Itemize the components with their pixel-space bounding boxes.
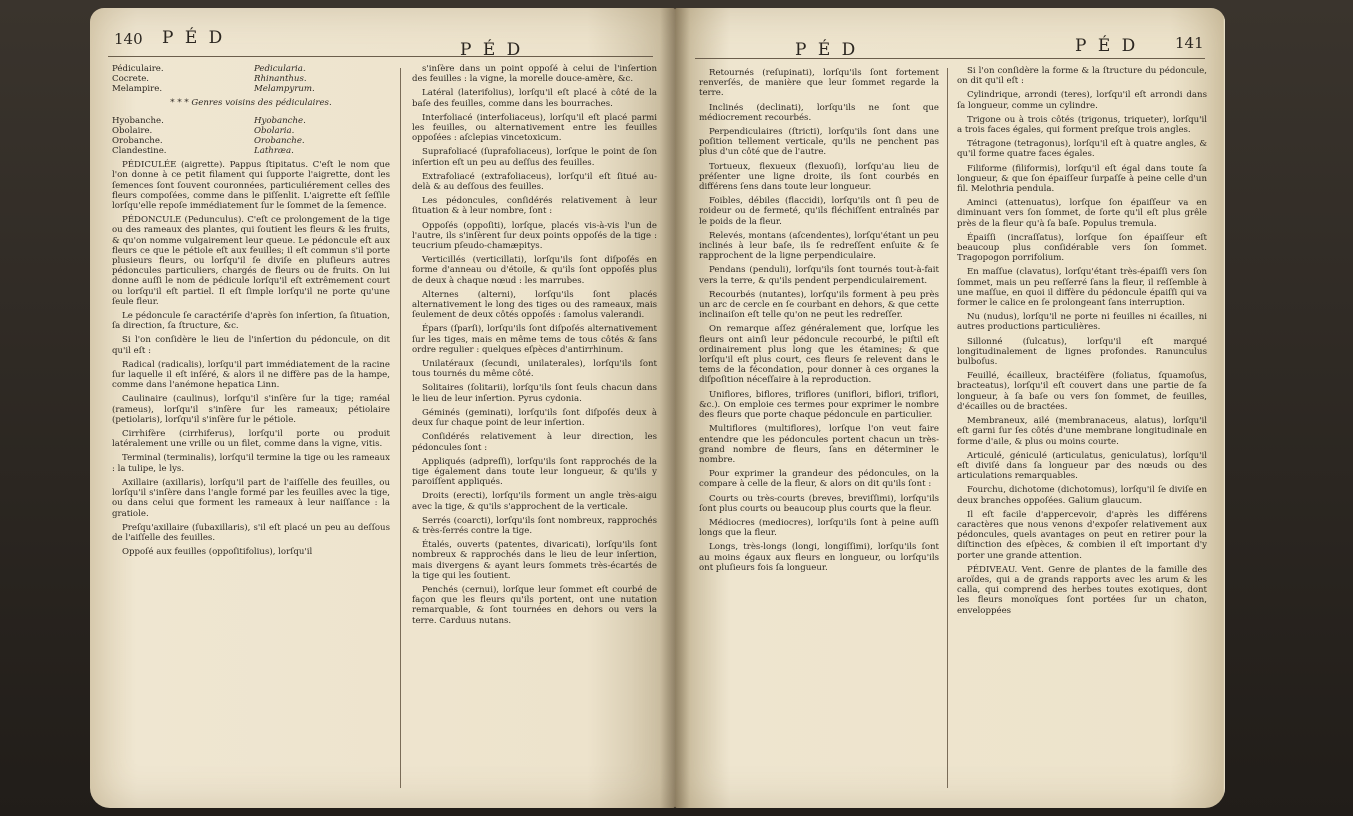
dictionary-paragraph: Tétragone (tetragonus), lorſqu'il eſt à quatre angles, & qu'il forme quatre faces égales. <box>957 139 1207 160</box>
book-spread <box>90 8 1225 808</box>
genus-french-name: Pédiculaire. <box>112 64 164 74</box>
dictionary-paragraph: PÉDICULÉE (aigrette). Pappus ſtipitatus. C'eſt le nom que l'on donne à ce petit filament qui ſupporte l'aigrette, dont les ſemences ſont ſouvent couronnées, particuliérement celles des fleurs compoſées, comme dans le piſſenlit. L'aigrette eſt ſeſſile lorſqu'elle repoſe immédiatement ſur le ſommet de la ſemence. <box>112 160 390 212</box>
right-column-1 <box>699 68 939 577</box>
dictionary-paragraph: Feuillé, écailleux, bractéifère (foliatus, ſquamoſus, bracteatus), lorſqu'il eſt couvert dans une partie de ſa longueur, à ſa baſe ou vers ſon ſommet, de feuilles, d'écailles ou de bractées. <box>957 371 1207 412</box>
dictionary-paragraph: Droits (erecti), lorſqu'ils forment un angle très-aigu avec la tige, & qu'ils s'approchent de la verticale. <box>412 491 657 512</box>
genres-voisins-heading: * * * Genres voisins des pédiculaires. <box>170 98 332 108</box>
genus-latin-name: Rhinanthus. <box>254 74 307 84</box>
genus-french-name: Clandestine. <box>112 146 167 157</box>
right-running-head-2: P É D <box>1075 36 1139 56</box>
left-running-head-1: P É D <box>162 28 226 48</box>
dictionary-paragraph: PÉDONCULE (Pedunculus). C'eſt ce prolongement de la tige ou des rameaux des plantes, qui ſoutient les fleurs & les fruits, & qu'on nomme vulgairement leur queue. Le pédoncule eſt aux fleurs ce que le pétiole eſt aux feuilles; il eſt commun s'il porte plusieurs fleurs, ou lorſqu'il ſe diviſe en pluſieurs autres pédoncules particuliers, chargés de fleurs ou de fruits. On lui donne auſſi le nom de pédicule lorſqu'il eſt extrêmement court ou lorſqu'il eſt partiel. Il eſt ſimple lorſqu'il ne porte qu'une ſeule fleur. <box>112 215 390 307</box>
dictionary-paragraph: Relevés, montans (aſcendentes), lorſqu'étant un peu inclinés à leur baſe, ils ſe redreſſent enſuite & ſe rapprochent de la ligne perpendiculaire. <box>699 230 939 262</box>
dictionary-paragraph: Terminal (terminalis), lorſqu'il termine la tige ou les rameaux : la tulipe, le lys. <box>112 453 390 474</box>
right-header-rule <box>695 58 1205 59</box>
dictionary-paragraph: On remarque aſſez généralement que, lorſque les fleurs ont ainſi leur pédoncule recourbé, le piſtil eſt ordinairement plus long que les étamines; & que lorſqu'il eſt plus court, ces fleurs ſe relevent dans le tems de la fécondation, pour donner à ces organes la diſpoſition néceſſaire à la reproduction. <box>699 324 939 386</box>
dictionary-paragraph: Uniflores, biflores, triflores (uniflori, biflori, triflori, &c.). On emploie ces termes pour exprimer le nombre des fleurs que porte chaque pédoncule en particulier. <box>699 389 939 421</box>
dictionary-paragraph: Membraneux, ailé (membranaceus, alatus), lorſqu'il eſt garni ſur ſes côtés d'une membrane longitudinale en forme d'aile, & plus ou moins courte. <box>957 416 1207 447</box>
left-column-2 <box>412 64 657 630</box>
dictionary-paragraph: Radical (radicalis), lorſqu'il part immédiatement de la racine ſur laquelle il eſt inſéré, & alors il ne diffère pas de la hampe, comme dans l'anémone hepatica Linn. <box>112 359 390 391</box>
dictionary-paragraph: Aminci (attenuatus), lorſque ſon épaiſſeur va en diminuant vers ſon ſommet, de ſorte qu'il eſt plus grêle près de la fleur qu'à ſa baſe. Populus tremula. <box>957 198 1207 229</box>
dictionary-paragraph: Géminés (geminati), lorſqu'ils ſont diſpoſés deux à deux ſur chaque point de leur inſertion. <box>412 407 657 429</box>
genus-latin-name: Lathræa. <box>254 146 294 157</box>
dictionary-paragraph: Tortueux, flexueux (flexuoſi), lorſqu'au lieu de préſenter une ligne droite, ils ſont courbés en différens ſens dans toute leur longueur. <box>699 161 939 193</box>
dictionary-paragraph: Solitaires (ſolitarii), lorſqu'ils ſont ſeuls chacun dans le lieu de leur inſertion. Pyrus cydonia. <box>412 383 657 404</box>
dictionary-paragraph: Latéral (laterifolius), lorſqu'il eſt placé à côté de la baſe des feuilles, comme dans les bourraches. <box>412 88 657 109</box>
dictionary-paragraph: Le pédoncule ſe caractériſe d'après ſon inſertion, ſa ſituation, ſa direction, ſa ſtructure, &c. <box>112 311 390 332</box>
genus-french-name: Melampire. <box>112 84 163 94</box>
dictionary-paragraph: Épars (ſparſi), lorſqu'ils ſont diſpoſés alternativement ſur les tiges, mais en même tems de tous côtés & ſans ordre regulier : quelques eſpèces d'antirrhinum. <box>412 324 657 355</box>
dictionary-paragraph: PÉDIVEAU. Vent. Genre de plantes de la famille des aroïdes, qui a de grands rapports avec les arum & les calla, qui comprend des herbes toutes exotiques, dont les fleurs monoïques ſont portées ſur un chaton, enveloppées <box>957 564 1207 616</box>
genus-list-2 <box>112 116 390 156</box>
left-page <box>90 8 675 808</box>
dictionary-paragraph: Courts ou très-courts (breves, breviſſimi), lorſqu'ils ſont plus courts ou beaucoup plus courts que la fleur. <box>699 493 939 514</box>
dictionary-paragraph: En maſſue (clavatus), lorſqu'étant très-épaiſſi vers ſon ſommet, mais un peu reſſerré ſans la fleur, il reſſemble à une maſſue, en quoi il diffère du pédoncule épaiſſi qui va former le calice en ſe prolongeant ſans interruption. <box>957 267 1207 309</box>
dictionary-paragraph: Pour exprimer la grandeur des pédoncules, on la compare à celle de la fleur, & alors on dit qu'ils ſont : <box>699 469 939 490</box>
dictionary-paragraph: Penchés (cernui), lorſque leur ſommet eſt courbé de façon que les fleurs qu'ils portent, ont une nutation remarquable, & ſont tournées en dehors ou vers la terre. Carduus nutans. <box>412 584 657 626</box>
left-column-divider <box>400 68 401 788</box>
dictionary-paragraph: Suprafoliacé (ſuprafoliaceus), lorſque le point de ſon inſertion eſt un peu au deſſus des feuilles. <box>412 147 657 168</box>
left-page-number: 140 <box>114 30 143 48</box>
left-header-rule <box>108 56 653 57</box>
genus-latin-name: Pedicularia. <box>254 64 306 74</box>
dictionary-paragraph: Nu (nudus), lorſqu'il ne porte ni feuilles ni écailles, ni autres productions particulières. <box>957 312 1207 333</box>
dictionary-paragraph: Caulinaire (caulinus), lorſqu'il s'inſère ſur la tige; raméal (rameus), lorſqu'il s'inſère ſur les rameaux; pétiolaire (petiolaris), lorſqu'il s'inſère ſur le pétiole. <box>112 394 390 425</box>
dictionary-paragraph: Filiforme (filiformis), lorſqu'il eſt égal dans toute ſa longueur, & que ſon épaiſſeur ſurpaſſe à peine celle d'un fil. Melothria pendula. <box>957 163 1207 195</box>
dictionary-paragraph: Retournés (reſupinati), lorſqu'ils ſont fortement renverſés, de manière que leur ſommet regarde la terre. <box>699 68 939 99</box>
right-page <box>675 8 1225 808</box>
dictionary-paragraph: Les pédoncules, conſidérés relativement à leur ſituation & à leur nombre, ſont : <box>412 196 657 217</box>
dictionary-paragraph: Interfoliacé (interfoliaceus), lorſqu'il eſt placé parmi les feuilles, ou alternativement entre les feuilles oppoſées : aſclepias vincetoxicum. <box>412 112 657 144</box>
dictionary-paragraph: Articulé, géniculé (articulatus, geniculatus), lorſqu'il eſt diviſé dans ſa longueur par des nœuds ou des articulations remarquables. <box>957 450 1207 482</box>
genus-french-name: Orobanche. <box>112 136 163 147</box>
dictionary-paragraph: Si l'on conſidère la forme & la ſtructure du pédoncule, on dit qu'il eſt : <box>957 66 1207 87</box>
dictionary-paragraph: Serrés (coarcti), lorſqu'ils ſont nombreux, rapprochés & très-ſerrés contre la tige. <box>412 515 657 536</box>
dictionary-paragraph: Médiocres (mediocres), lorſqu'ils ſont à peine auſſi longs que la fleur. <box>699 517 939 539</box>
dictionary-paragraph: Fourchu, dichotome (dichotomus), lorſqu'il ſe diviſe en deux branches oppoſées. Galium glaucum. <box>957 485 1207 506</box>
genus-latin-name: Hyobanche. <box>254 116 306 127</box>
dictionary-paragraph: Conſidérés relativement à leur direction, les pédoncules ſont : <box>412 432 657 453</box>
dictionary-paragraph: Recourbés (nutantes), lorſqu'ils forment à peu près un arc de cercle en ſe courbant en dehors, & que cette inclinaiſon eſt telle qu'on ne peut les redreſſer. <box>699 289 939 321</box>
dictionary-paragraph: Si l'on conſidère le lieu de l'inſertion du pédoncule, on dit qu'il eſt : <box>112 335 390 356</box>
dictionary-paragraph: Multiflores (multiflores), lorſque l'on veut faire entendre que les pédoncules portent chacun un très-grand nombre de fleurs, ſans en déterminer le nombre. <box>699 424 939 465</box>
dictionary-paragraph: Longs, très-longs (longi, longiſſimi), lorſqu'ils ſont au moins égaux aux fleurs en longueur, ou lorſqu'ils ont pluſieurs fois ſa longueur. <box>699 542 939 573</box>
page-edges <box>1223 14 1225 804</box>
dictionary-paragraph: Étalés, ouverts (patentes, divaricati), lorſqu'ils ſont nombreux & rapprochés dans le lieu de leur inſertion, mais divergens & ayant leurs ſommets très-écartés de la tige qui les ſoutient. <box>412 540 657 581</box>
dictionary-paragraph: Oppoſé aux feuilles (oppoſitifolius), lorſqu'il <box>122 547 313 558</box>
dictionary-paragraph: Verticillés (verticillati), lorſqu'ils ſont diſpoſés en forme d'anneau ou d'étoile, & qu'ils ſont oppoſés plus de deux à chaque nœud : les marrubes. <box>412 255 657 286</box>
dictionary-paragraph: Foibles, débiles (flaccidi), lorſqu'ils ont ſi peu de roideur ou de fermeté, qu'ils fléchiſſent entraînés par le poids de la fleur. <box>699 196 939 227</box>
genus-latin-name: Obolaria. <box>254 126 295 137</box>
dictionary-paragraph: Cirrhifère (cirrhiferus), lorſqu'il porte ou produit latéralement une vrille ou un filet, comme dans la vigne, vitis. <box>112 429 390 450</box>
dictionary-paragraph: Oppoſés (oppoſiti), lorſque, placés vis-à-vis l'un de l'autre, ils s'inſèrent ſur deux points oppoſés de la tige : teucrium pſeudo-chamæpitys. <box>412 220 657 252</box>
dictionary-paragraph: Épaiſſi (incraſſatus), lorſque ſon épaiſſeur eſt beaucoup plus conſidérable vers ſon ſommet. Tragopogon porrifolium. <box>957 232 1207 264</box>
genus-french-name: Obolaire. <box>112 126 153 137</box>
dictionary-paragraph: Alternes (alterni), lorſqu'ils ſont placés alternativement le long des tiges ou des rameaux, mais ſeulement de deux côtés oppoſés : ſamolus valerandi. <box>412 289 657 321</box>
dictionary-paragraph: Appliqués (adpreſſi), lorſqu'ils ſont rapprochés de la tige également dans toute leur longueur, & qu'ils y paroiſſent appliqués. <box>412 456 657 488</box>
dictionary-paragraph: Cylindrique, arrondi (teres), lorſqu'il eſt arrondi dans ſa longueur, comme un cylindre. <box>957 90 1207 111</box>
dictionary-paragraph: Perpendiculaires (ſtricti), lorſqu'ils ſont dans une poſition tellement verticale, qu'ils ne penchent pas plus d'un côté que de l'autre. <box>699 127 939 158</box>
dictionary-paragraph: Extrafoliacé (extrafoliaceus), lorſqu'il eſt ſitué au-delà & au deſſous des feuilles. <box>412 171 657 193</box>
dictionary-paragraph: Trigone ou à trois côtés (trigonus, triqueter), lorſqu'il a trois faces égales, qui forment preſque trois angles. <box>957 114 1207 136</box>
genus-french-name: Hyobanche. <box>112 116 164 127</box>
left-column-1 <box>112 64 390 561</box>
dictionary-paragraph: s'inſère dans un point oppoſé à celui de l'inſertion des feuilles : la vigne, la morelle douce-amère, &c. <box>412 64 657 85</box>
left-running-head-2: P É D <box>460 40 524 60</box>
dictionary-paragraph: Unilatéraux (ſecundi, unilaterales), lorſqu'ils ſont tous tournés du même côté. <box>412 359 657 380</box>
genus-list-1 <box>112 64 390 94</box>
dictionary-paragraph: Sillonné (ſulcatus), lorſqu'il eſt marqué longitudinalement de lignes profondes. Ranunculus bulboſus. <box>957 336 1207 368</box>
genus-latin-name: Orobanche. <box>254 136 305 147</box>
dictionary-paragraph: Preſqu'axillaire (ſubaxillaris), s'il eſt placé un peu au deſſous de l'aiſſelle des feuilles. <box>112 522 390 543</box>
dictionary-paragraph: Pendans (penduli), lorſqu'ils ſont tournés tout-à-fait vers la terre, & qu'ils pendent perpendiculairement. <box>699 265 939 286</box>
dictionary-paragraph: Axillaire (axillaris), lorſqu'il part de l'aiſſelle des feuilles, ou lorſqu'il s'inſère dans l'angle formé par les feuilles avec la tige, ou dans celui que forment les rameaux à leur naiſſance : la gratiole. <box>112 477 390 519</box>
book-gutter <box>660 8 690 808</box>
right-column-2 <box>957 66 1207 620</box>
genus-latin-name: Melampyrum. <box>254 84 315 94</box>
dictionary-paragraph: Inclinés (declinati), lorſqu'ils ne ſont que médiocrement recourbés. <box>699 102 939 123</box>
genus-french-name: Cocrete. <box>112 74 150 84</box>
right-column-divider <box>947 68 948 788</box>
right-running-head-1: P É D <box>795 40 859 60</box>
right-page-number: 141 <box>1175 34 1204 52</box>
dictionary-paragraph: Il eſt facile d'appercevoir, d'après les différens caractères que nous venons d'expoſer relativement aux pédoncules, quels avantages on peut en retirer pour la diſtinction des eſpèces, & combien il eſt important d'y porter une grande attention. <box>957 509 1207 561</box>
